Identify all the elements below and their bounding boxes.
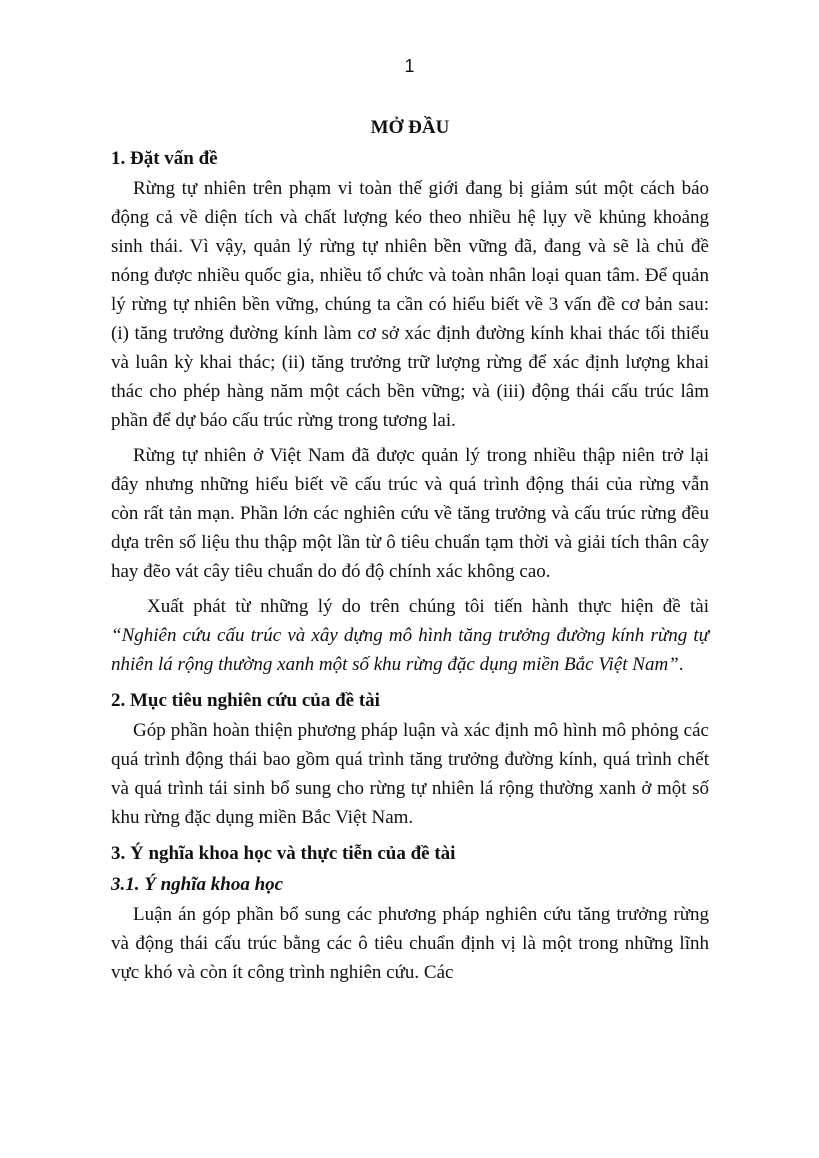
section-3-1-paragraph: Luận án góp phần bổ sung các phương pháp nghiên cứu tăng trưởng rừng và động thái cấu trúc bằng các ô tiêu chuẩn định vị là một trong những lĩnh vực khó và còn ít công trình nghiên cứu. Các	[111, 904, 709, 983]
page-title: MỞ ĐẦU	[370, 117, 450, 138]
section-3-heading: 3. Ý nghĩa khoa học và thực tiễn của đề tài	[111, 843, 456, 864]
paragraph-3-end: .	[678, 654, 684, 675]
section-2-paragraph: Góp phần hoàn thiện phương pháp luận và xác định mô hình mô phỏng các quá trình động thái bao gồm quá trình tăng trưởng đường kính, quá trình chết và quá trình tái sinh bổ sung cho rừng tự nhiên lá rộng thường xanh ở một số khu rừng đặc dụng miền Bắc Việt Nam.	[111, 720, 709, 828]
section-1-paragraph-1: Rừng tự nhiên trên phạm vi toàn thế giới đang bị giảm sút một cách báo động cả về diện tích và chất lượng kéo theo nhiều hệ lụy về khủng khoảng sinh thái. Vì vậy, quản lý rừng tự nhiên bền vững đã, đang và sẽ là chủ đề nóng được nhiều quốc gia, nhiều tổ chức và toàn nhân loại quan tâm. Để quản lý rừng tự nhiên bền vững, chúng ta cần có hiểu biết về 3 vấn đề cơ bản sau: (i) tăng trưởng đường kính làm cơ sở xác định đường kính khai thác tối thiểu và luân kỳ khai thác; (ii) tăng trưởng trữ lượng rừng để xác định lượng khai thác cho phép hàng năm một cách bền vững; và (iii) động thái cấu trúc lâm phần để dự báo cấu trúc rừng trong tương lai.	[111, 178, 709, 431]
paragraph-3-lead: Xuất phát từ những lý do trên chúng tôi tiến hành thực hiện đề tài	[147, 596, 709, 617]
section-2-heading: 2. Mục tiêu nghiên cứu của đề tài	[111, 690, 380, 711]
section-1-heading: 1. Đặt vấn đề	[111, 148, 218, 169]
section-1-paragraph-3	[111, 592, 709, 679]
section-1-paragraph-2: Rừng tự nhiên ở Việt Nam đã được quản lý trong nhiều thập niên trở lại đây nhưng những hiểu biết về cấu trúc và quá trình động thái của rừng vẫn còn rất tản mạn. Phần lớn các nghiên cứu về tăng trưởng và cấu trúc rừng đều dựa trên số liệu thu thập một lần từ ô tiêu chuẩn tạm thời và giải tích thân cây hay đẽo vát cây tiêu chuẩn do đó độ chính xác không cao.	[111, 445, 709, 582]
page-number: 1	[404, 56, 415, 76]
thesis-title: “Nghiên cứu cấu trúc và xây dựng mô hình tăng trưởng đường kính rừng tự nhiên lá rộng thường xanh một số khu rừng đặc dụng miền Bắc Việt Nam”	[111, 625, 709, 675]
page-content	[111, 112, 709, 987]
section-3-1-subheading: 3.1. Ý nghĩa khoa học	[111, 874, 284, 895]
